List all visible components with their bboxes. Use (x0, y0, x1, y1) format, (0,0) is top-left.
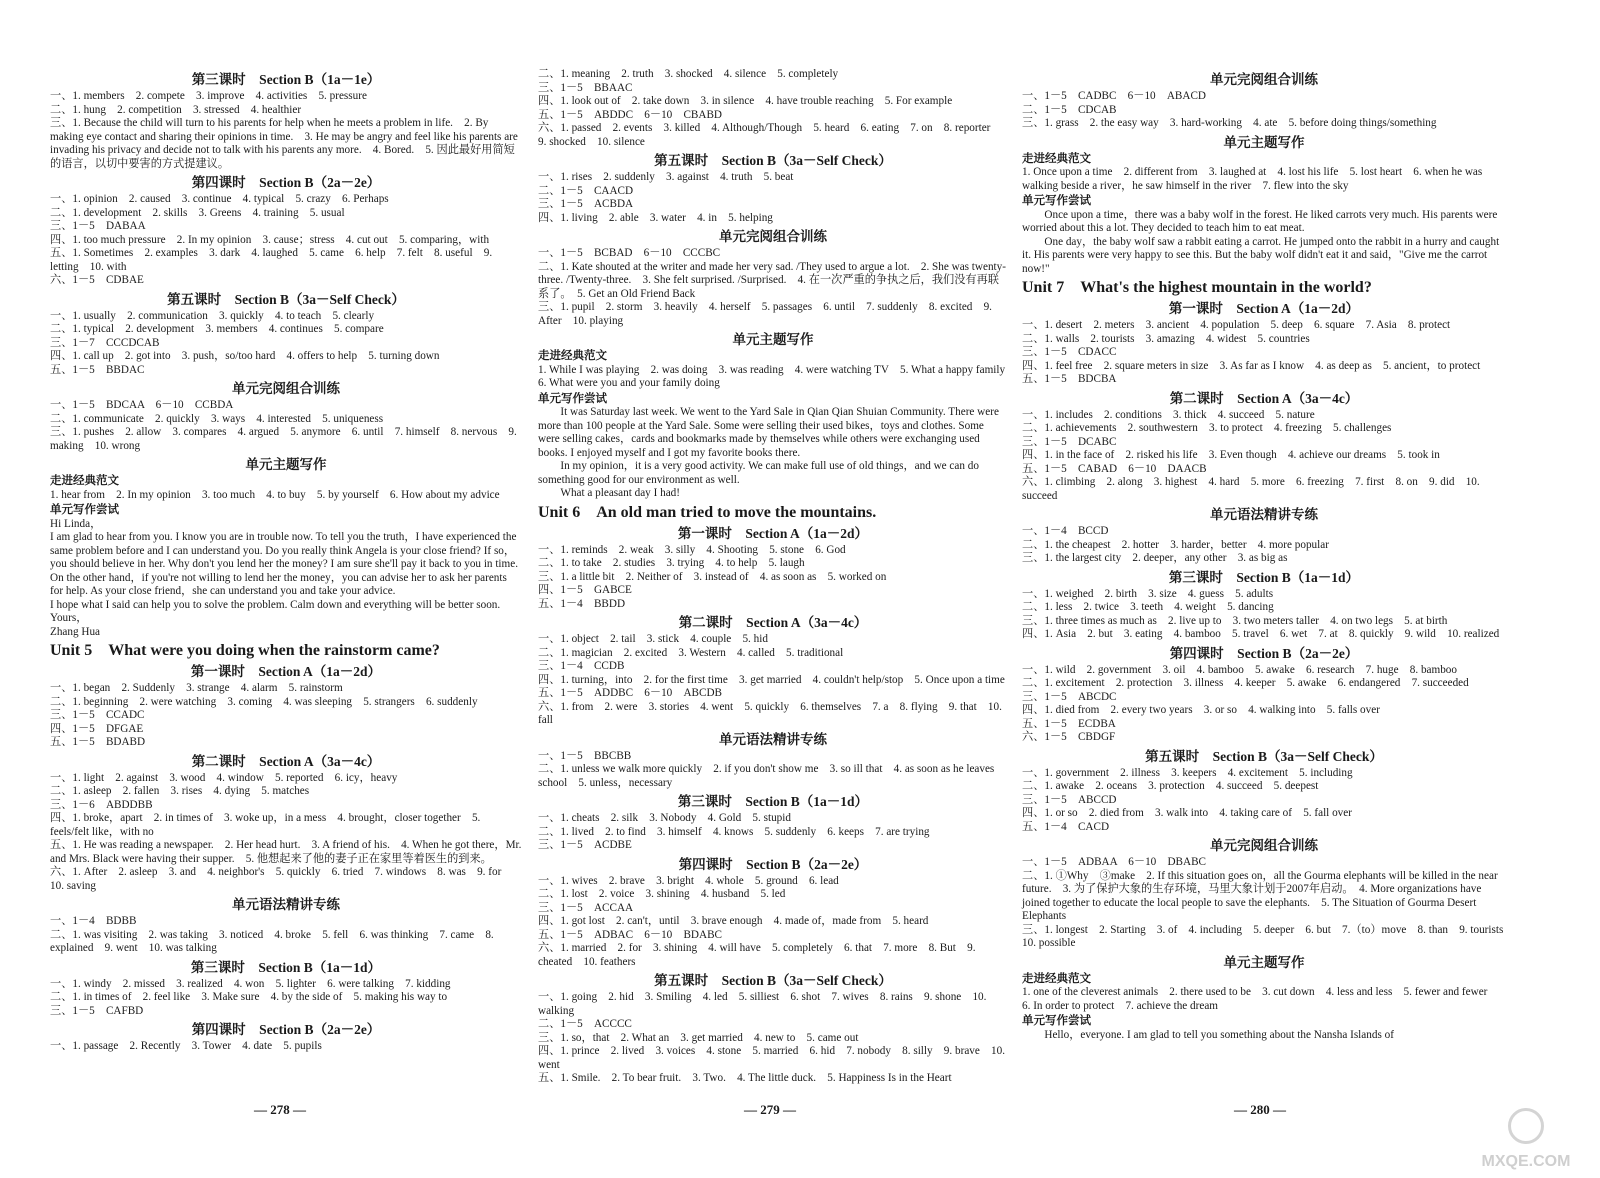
section-heading: 第三课时 Section B（1a－1d） (677, 794, 869, 809)
answer-line: 三、1. three times as much as 2. live up to 3. two meters taller 4. on two legs 5. at birth (1022, 614, 1448, 627)
answer-line: 四、1. feel free 2. square meters in size 3. As far as I know 4. as deep as 5. ancient，to protect (1022, 359, 1481, 372)
answer-line: 二、1. lived 2. to find 3. himself 4. knows 5. suddenly 6. keeps 7. are trying (538, 825, 930, 838)
answer-line: 三、1－5 CCADC (50, 709, 145, 721)
answer-line: 二、1. achievements 2. southwestern 3. to protect 4. freezing 5. challenges (1022, 422, 1392, 434)
answer-line: 五、1－5 BDABD (50, 736, 146, 748)
answer-line: 三、1－5 DABAA (50, 220, 146, 232)
answer-line: 三、1－4 CCDB (538, 660, 625, 672)
answer-line: 四、1. too much pressure 2. In my opinion 3. cause；stress 4. cut out 5. comparing，with (50, 233, 490, 246)
answer-line: 六、1－5 CBDGF (1022, 731, 1116, 743)
section-heading: 第二课时 Section A（3a－4c） (678, 615, 868, 630)
answer-line: 五、1－5 ABDDC 6－10 CBABD (538, 108, 722, 121)
answer-line: 四、1. died from 2. every two years 3. or so 4. walking into 5. falls over (1022, 704, 1380, 716)
answer-line: 一、1－5 ADBAA 6－10 DBABC (1022, 856, 1206, 868)
answer-line: 四、1. call up 2. got into 3. push，so/too hard 4. offers to help 5. turning down (50, 350, 440, 362)
answer-line: 三、1. so，that 2. What an 3. get married 4. new to 5. came out (538, 1031, 859, 1044)
section-heading: 单元主题写作 (245, 457, 327, 472)
answer-line: 一、1. rises 2. suddenly 3. against 4. truth 5. beat (538, 171, 794, 183)
answer-line: 五、1－5 CABAD 6－10 DAACB (1022, 462, 1207, 475)
subheading: 走进经典范文 (50, 475, 119, 487)
answer-line: 六、1. married 2. for 3. shining 4. will have 5. completely 6. that 7. more 8. But 9. cheated 10. feathers (538, 942, 976, 968)
answer-line: 六、1－5 CDBAE (50, 274, 144, 286)
answer-line: I hope what I said can help you to solve the problem. Calm down and everything will be better soon. (50, 598, 501, 611)
answer-line: 三、1. Because the child will turn to his parents for help when he meets a problem in life. 2. By making eye contact and sharing their opinions in time. 3. He may be angry and feel like his parents are invading his privacy and decide not to talk with his parents any more. 4. Bored. 5. 因此最好用简短的语言，以切中要害的方式提建议。 (50, 117, 518, 170)
answer-line: 二、1. in times of 2. feel like 3. Make sure 4. by the side of 5. making his way to (50, 991, 448, 1003)
section-heading: 第一课时 Section A（1a－2d） (190, 664, 382, 679)
answer-line: 三、1. pupil 2. storm 3. heavily 4. herself 5. passages 6. until 7. suddenly 8. excited 9. After 10. playing (538, 301, 992, 327)
section-heading: 第五课时 Section B（3a－Self Check） (1145, 748, 1383, 764)
answer-line: 五、1－5 BDCBA (1022, 373, 1117, 385)
subheading: 走进经典范文 (538, 350, 607, 362)
unit-title: Unit 5 What were you doing when the rainstorm came? (50, 642, 440, 659)
subheading: 单元写作尝试 (1022, 1015, 1091, 1027)
answer-line: 一、1－5 CADBC 6－10 ABACD (1022, 90, 1206, 102)
column-page-280 (1022, 68, 1515, 1108)
answer-line: 二、1. beginning 2. were watching 3. coming 4. was sleeping 5. strangers 6. suddenly (50, 695, 478, 708)
answer-line: 三、1－5 DCABC (1022, 435, 1117, 448)
answer-line: 二、1. excitement 2. protection 3. illness 4. keeper 5. awake 6. endangered 7. succeeded (1022, 677, 1469, 689)
section-heading: 单元语法精讲专练 (232, 897, 340, 912)
answer-line: 三、1－5 CDACC (1022, 346, 1117, 358)
answer-line: 一、1. going 2. hid 3. Smiling 4. led 5. silliest 6. shot 7. wives 8. rains 9. shone 10. walking (538, 991, 987, 1017)
section-heading: 单元完阅组合训练 (1210, 72, 1318, 87)
answer-line: 一、1－5 BBCBB (538, 749, 632, 762)
unit-title: Unit 7 What's the highest mountain in the world? (1022, 279, 1372, 296)
answer-line: 三、1－5 ACBDA (538, 198, 634, 210)
answer-line: 一、1. light 2. against 3. wood 4. window 5. reported 6. icy，heavy (50, 771, 398, 784)
answer-line: 二、1. was visiting 2. was taking 3. noticed 4. broke 5. fell 6. was thinking 7. came 8. explained 9. went 10. was talking (50, 928, 494, 954)
answer-line: 四、1. in the face of 2. risked his life 3. Even though 4. achieve our dreams 5. took in (1022, 449, 1440, 461)
subheading: 走进经典范文 (1022, 152, 1091, 165)
answer-line: 六、1. climbing 2. along 3. highest 4. hard 5. more 6. freezing 7. first 8. on 9. did 10. succeed (1022, 476, 1480, 502)
answer-line: What a pleasant day I had! (560, 487, 680, 499)
section-heading: 第三课时 Section B（1a－1e） (191, 72, 381, 87)
answer-line: 四、1. Asia 2. but 3. eating 4. bamboo 5. travel 6. wet 7. at 8. quickly 9. wild 10. realized (1022, 628, 1500, 640)
section-heading: 第一课时 Section A（1a－2d） (1168, 301, 1360, 316)
answer-line: 一、1. began 2. Suddenly 3. strange 4. alarm 5. rainstorm (50, 682, 343, 694)
watermark-text: MXQE.COM (1481, 1153, 1571, 1170)
answer-line: 四、1. or so 2. died from 3. walk into 4. taking care of 5. fall over (1022, 807, 1352, 819)
answer-line: 一、1. weighed 2. birth 3. size 4. guess 5. adults (1022, 587, 1274, 600)
answer-line: I am glad to hear from you. I know you are in trouble now. To tell you the truth，I have experienced the same problem before and I can understand you. Do you really think Angela is your close friend? If so，you should believe in her. Why don't you lend her the money? I am sure she'll pay it back to you in time. On the other hand，if you're not willing to lend her the money，you can advise her to ask her parents for help. As your close friend，she can understand you and take your advice. (50, 531, 519, 597)
watermark-logo-icon (1508, 1108, 1544, 1144)
answer-line: 二、1. unless we walk more quickly 2. if you don't show me 3. so ill that 4. as soon as he leaves school 5. unless，necessary (538, 763, 995, 789)
answer-line: 二、1. magician 2. excited 3. Western 4. called 5. traditional (538, 646, 844, 659)
section-heading: 单元完阅组合训练 (1210, 838, 1318, 853)
answer-line: 五、1－4 BBDD (538, 597, 626, 610)
answer-line: 一、1. wild 2. government 3. oil 4. bamboo 5. awake 6. research 7. huge 8. bamboo (1022, 663, 1457, 676)
column-page-279 (538, 68, 1017, 1108)
answer-line: 一、1. wives 2. brave 3. bright 4. whole 5. ground 6. lead (538, 874, 839, 887)
answer-line: 一、1－5 BCBAD 6－10 CCCBC (538, 247, 721, 259)
answer-line: 四、1. living 2. able 3. water 4. in 5. helping (538, 211, 773, 224)
section-heading: 第四课时 Section B（2a－2e） (1169, 645, 1359, 661)
section-heading: 单元语法精讲专练 (719, 731, 827, 747)
section-heading: 第二课时 Section A（3a－4c） (191, 753, 381, 769)
answer-line: 五、1. Smile. 2. To bear fruit. 3. Two. 4. The little duck. 5. Happiness Is in the Heart (538, 1072, 952, 1084)
answer-line: 三、1－5 ABCDC (1022, 690, 1117, 703)
answer-line: 二、1. hung 2. competition 3. stressed 4. healthier (50, 103, 302, 116)
answer-line: 一、1. desert 2. meters 3. ancient 4. population 5. deep 6. square 7. Asia 8. protect (1022, 319, 1451, 331)
answer-line: 五、1－4 CACD (1022, 820, 1110, 833)
answer-line: 1. one of the cleverest animals 2. there used to be 3. cut down 4. less and less 5. fewer and fewer 6. In order to protect 7. achieve the dream (1022, 986, 1499, 1012)
answer-line: 一、1. reminds 2. weak 3. silly 4. Shooting 5. stone 6. God (538, 543, 846, 556)
answer-line: 六、1. After 2. asleep 3. and 4. neighbor's 5. quickly 6. tried 7. windows 8. was 9. for 10. saving (50, 866, 513, 892)
answer-line: 二、1. to take 2. studies 3. trying 4. to help 5. laugh (538, 557, 805, 569)
answer-line: 二、1. awake 2. oceans 3. protection 4. succeed 5. deepest (1022, 780, 1319, 792)
answer-line: 二、1－5 ACCCC (538, 1018, 632, 1030)
answer-line: 五、1. Sometimes 2. examples 3. dark 4. laughed 5. came 6. help 7. felt 8. useful 9. letting 10. with (50, 247, 493, 273)
answer-line: 一、1. cheats 2. silk 3. Nobody 4. Gold 5. stupid (538, 812, 791, 824)
answer-line: 二、1. the cheapest 2. hotter 3. harder，better 4. more popular (1022, 538, 1329, 551)
answer-line: 二、1. walls 2. tourists 3. amazing 4. widest 5. countries (1022, 332, 1310, 345)
section-heading: 单元语法精讲专练 (1210, 507, 1318, 522)
answer-line: 四、1. prince 2. lived 3. voices 4. stone 5. married 6. hid 7. nobody 8. silly 9. brave 10. went (538, 1045, 1006, 1071)
answer-line: 四、1. turning，into 2. for the first time 3. get married 4. couldn't help/stop 5. Once upon a time (538, 673, 1005, 686)
answer-line: 二、1－5 CDCAB (1022, 103, 1117, 116)
subheading: 单元写作尝试 (50, 504, 119, 516)
answer-line: 四、1－5 DFGAE (50, 722, 144, 735)
section-heading: 第五课时 Section B（3a－Self Check） (654, 973, 892, 988)
answer-line: 二、1. lost 2. voice 3. shining 4. husband 5. led (538, 888, 786, 900)
answer-line: 二、1. meaning 2. truth 3. shocked 4. silence 5. completely (538, 68, 839, 80)
answer-line: 二、1. communicate 2. quickly 3. ways 4. interested 5. uniqueness (50, 412, 384, 425)
answer-line: Zhang Hua (50, 625, 101, 638)
answer-line: 三、1－6 ABDDBB (50, 798, 153, 811)
section-heading: 第四课时 Section B（2a－2e） (678, 856, 868, 872)
answer-line: Hi Linda， (50, 517, 102, 530)
answer-line: 五、1－5 BBDAC (50, 363, 145, 376)
section-heading: 单元主题写作 (1223, 954, 1305, 970)
answer-line: 一、1. usually 2. communication 3. quickly 4. to teach 5. clearly (50, 309, 375, 322)
answer-line: 三、1－5 BBAAC (538, 81, 633, 94)
answer-line: 四、1. look out of 2. take down 3. in silence 4. have trouble reaching 5. For example (538, 95, 953, 107)
answer-line: 二、1. less 2. twice 3. teeth 4. weight 5. dancing (1022, 601, 1274, 613)
subheading: 走进经典范文 (1022, 972, 1091, 985)
section-heading: 第四课时 Section B（2a－2e） (191, 1022, 381, 1037)
answer-line: 三、1－5 CAFBD (50, 1004, 144, 1017)
answer-line: 三、1. a little bit 2. Neither of 3. instead of 4. as soon as 5. worked on (538, 570, 887, 583)
answer-line: Yours， (50, 612, 88, 624)
answer-line: 五、1. He was reading a newspaper. 2. Her head hurt. 3. A friend of his. 4. When he got there，Mr. and Mrs. Black were having their supper. 5. 他想起来了他的妻子正在家里等着医生的到来。 (50, 839, 522, 865)
answer-line: 五、1－5 ADDBC 6－10 ABCDB (538, 687, 722, 699)
answer-line: 一、1－4 BDBB (50, 915, 137, 927)
answer-line: 三、1－5 ACDBE (538, 839, 632, 851)
subheading: 单元写作尝试 (538, 392, 607, 405)
answer-line: 五、1－5 ECDBA (1022, 717, 1116, 730)
watermark (1466, 1108, 1586, 1168)
answer-line: 四、1. got lost 2. can't，until 3. brave enough 4. made of，made from 5. heard (538, 915, 929, 927)
answer-line: 四、1. broke，apart 2. in times of 3. woke up，in a mess 4. brought，closer together 5. feels/felt like，with no (50, 812, 481, 838)
answer-line: 一、1. government 2. illness 3. keepers 4. excitement 5. including (1022, 766, 1353, 779)
section-heading: 第二课时 Section A（3a－4c） (1169, 390, 1359, 406)
answer-line: 三、1. grass 2. the easy way 3. hard-working 4. ate 5. before doing things/something (1022, 117, 1437, 129)
answer-line: 二、1. typical 2. development 3. members 4. continues 5. compare (50, 323, 384, 335)
answer-line: 六、1. passed 2. events 3. killed 4. Although/Though 5. heard 6. eating 7. on 8. reporter 9. shocked 10. silence (538, 122, 1002, 148)
answer-line: 三、1－5 ACCAA (538, 901, 634, 914)
answer-line: It was Saturday last week. We went to the Yard Sale in Qian Qian Shuian Community. There were more than 100 people at the Yard Sale. Some were selling their used bikes，toys and clothes. Some were selling cakes，cards and bookmarks made by themselves while others were exchanging used books. I enjoyed myself and I got my favorite books there. (538, 406, 999, 459)
section-heading: 第四课时 Section B（2a－2e） (191, 175, 381, 190)
answer-line: 1. hear from 2. In my opinion 3. too much 4. to buy 5. by yourself 6. How about my advice (50, 488, 500, 501)
section-heading: 第三课时 Section B（1a－1d） (1168, 569, 1360, 585)
answer-line: One day，the baby wolf saw a rabbit eating a carrot. He jumped onto the rabbit in a hurry and caught it. His parents were very happy to see this. But the baby wolf didn't eat it and said，"Give me the carrot now!" (1022, 235, 1500, 275)
section-heading: 第三课时 Section B（1a－1d） (190, 959, 382, 975)
section-heading: 单元完阅组合训练 (719, 229, 827, 244)
answer-line: 一、1. object 2. tail 3. stick 4. couple 5. hid (538, 633, 768, 645)
answer-line: 四、1－5 GABCE (538, 584, 632, 596)
answer-line: 一、1. opinion 2. caused 3. continue 4. typical 5. crazy 6. Perhaps (50, 193, 389, 205)
unit-title: Unit 6 An old man tried to move the mountains. (538, 503, 877, 521)
page-number: — 279 — (744, 1102, 796, 1117)
answer-line: Hello，everyone. I am glad to tell you something about the Nansha Islands of (1044, 1028, 1394, 1041)
answer-line: 三、1. the largest city 2. deeper，any other 3. as big as (1022, 552, 1288, 564)
answer-line: 一、1. members 2. compete 3. improve 4. activities 5. pressure (50, 90, 367, 102)
answer-line: 一、1. passage 2. Recently 3. Tower 4. date 5. pupils (50, 1040, 322, 1052)
section-heading: 单元主题写作 (732, 332, 814, 347)
answer-line: 二、1. Kate shouted at the writer and made her very sad. /They used to argue a lot. 2. She was twenty-three. /Twenty-three. 3. She felt surprised. /Surprised. 4. 在一次严重的争执之后，我们没有再联系了。 5. Get an Old Friend Back (538, 260, 1006, 300)
section-heading: 第五课时 Section B（3a－Self Check） (167, 291, 405, 307)
answer-line: 一、1－5 BDCAA 6－10 CCBDA (50, 399, 234, 411)
answer-line: 一、1. includes 2. conditions 3. thick 4. succeed 5. nature (1022, 408, 1315, 421)
answer-line: 1. Once upon a time 2. different from 3. laughed at 4. lost his life 5. lost heart 6. when he was walking beside a river，he saw himself in the river 7. flew into the sky (1022, 166, 1483, 192)
answer-line: 三、1－5 ABCCD (1022, 793, 1117, 806)
column-page-278 (50, 68, 522, 1108)
answer-line: 五、1－5 ADBAC 6－10 BDABC (538, 928, 722, 941)
answer-line: 1. While I was playing 2. was doing 3. was reading 4. were watching TV 5. What a happy family 6. What were you and your family doing (538, 363, 1017, 389)
page-number: — 278 — (254, 1102, 306, 1117)
answer-line: 三、1－7 CCCDCAB (50, 336, 160, 349)
answer-line: 一、1. windy 2. missed 3. realized 4. won 5. lighter 6. were talking 7. kidding (50, 977, 451, 990)
answer-line: 二、1. asleep 2. fallen 3. rises 4. dying 5. matches (50, 785, 310, 797)
answer-line: 二、1. ①Why ③make 2. If this situation goes on，all the Gourma elephants will be killed in the near future. 3. 为了保护大象的生存环境，马里大象计划于2007年启动。 4. More organizations have joined together to educate the local people to save the elephants. 5. The Situation of Gourma Desert Elephants (1022, 869, 1498, 922)
answer-line: 三、1. pushes 2. allow 3. compares 4. argued 5. anymore 6. until 7. himself 8. nervous 9. making 10. wrong (50, 426, 517, 452)
section-heading: 单元主题写作 (1223, 134, 1305, 150)
section-heading: 单元完阅组合训练 (232, 381, 340, 396)
page-number: — 280 — (1234, 1102, 1286, 1117)
answer-line: Once upon a time，there was a baby wolf in the forest. He liked carrots very much. His parents were worried about this a lot. They decided to teach him to eat meat. (1022, 208, 1498, 234)
answer-line: 六、1. from 2. were 3. stories 4. went 5. quickly 6. themselves 7. a 8. flying 9. that 10. fall (538, 700, 1002, 726)
answer-line: In my opinion，it is a very good activity. We can make full use of old things，and we can do something good for our environment as well. (538, 460, 979, 486)
answer-line: 二、1－5 CAACD (538, 184, 634, 197)
section-heading: 第五课时 Section B（3a－Self Check） (654, 153, 892, 168)
subheading: 单元写作尝试 (1022, 195, 1091, 207)
section-heading: 第一课时 Section A（1a－2d） (677, 525, 869, 541)
answer-line: 一、1－4 BCCD (1022, 525, 1109, 537)
answer-line: 二、1. development 2. skills 3. Greens 4. training 5. usual (50, 206, 345, 219)
answer-line: 三、1. longest 2. Starting 3. of 4. including 5. deeper 6. but 7.（to）move 8. than 9. tourists 10. possible (1022, 923, 1515, 949)
